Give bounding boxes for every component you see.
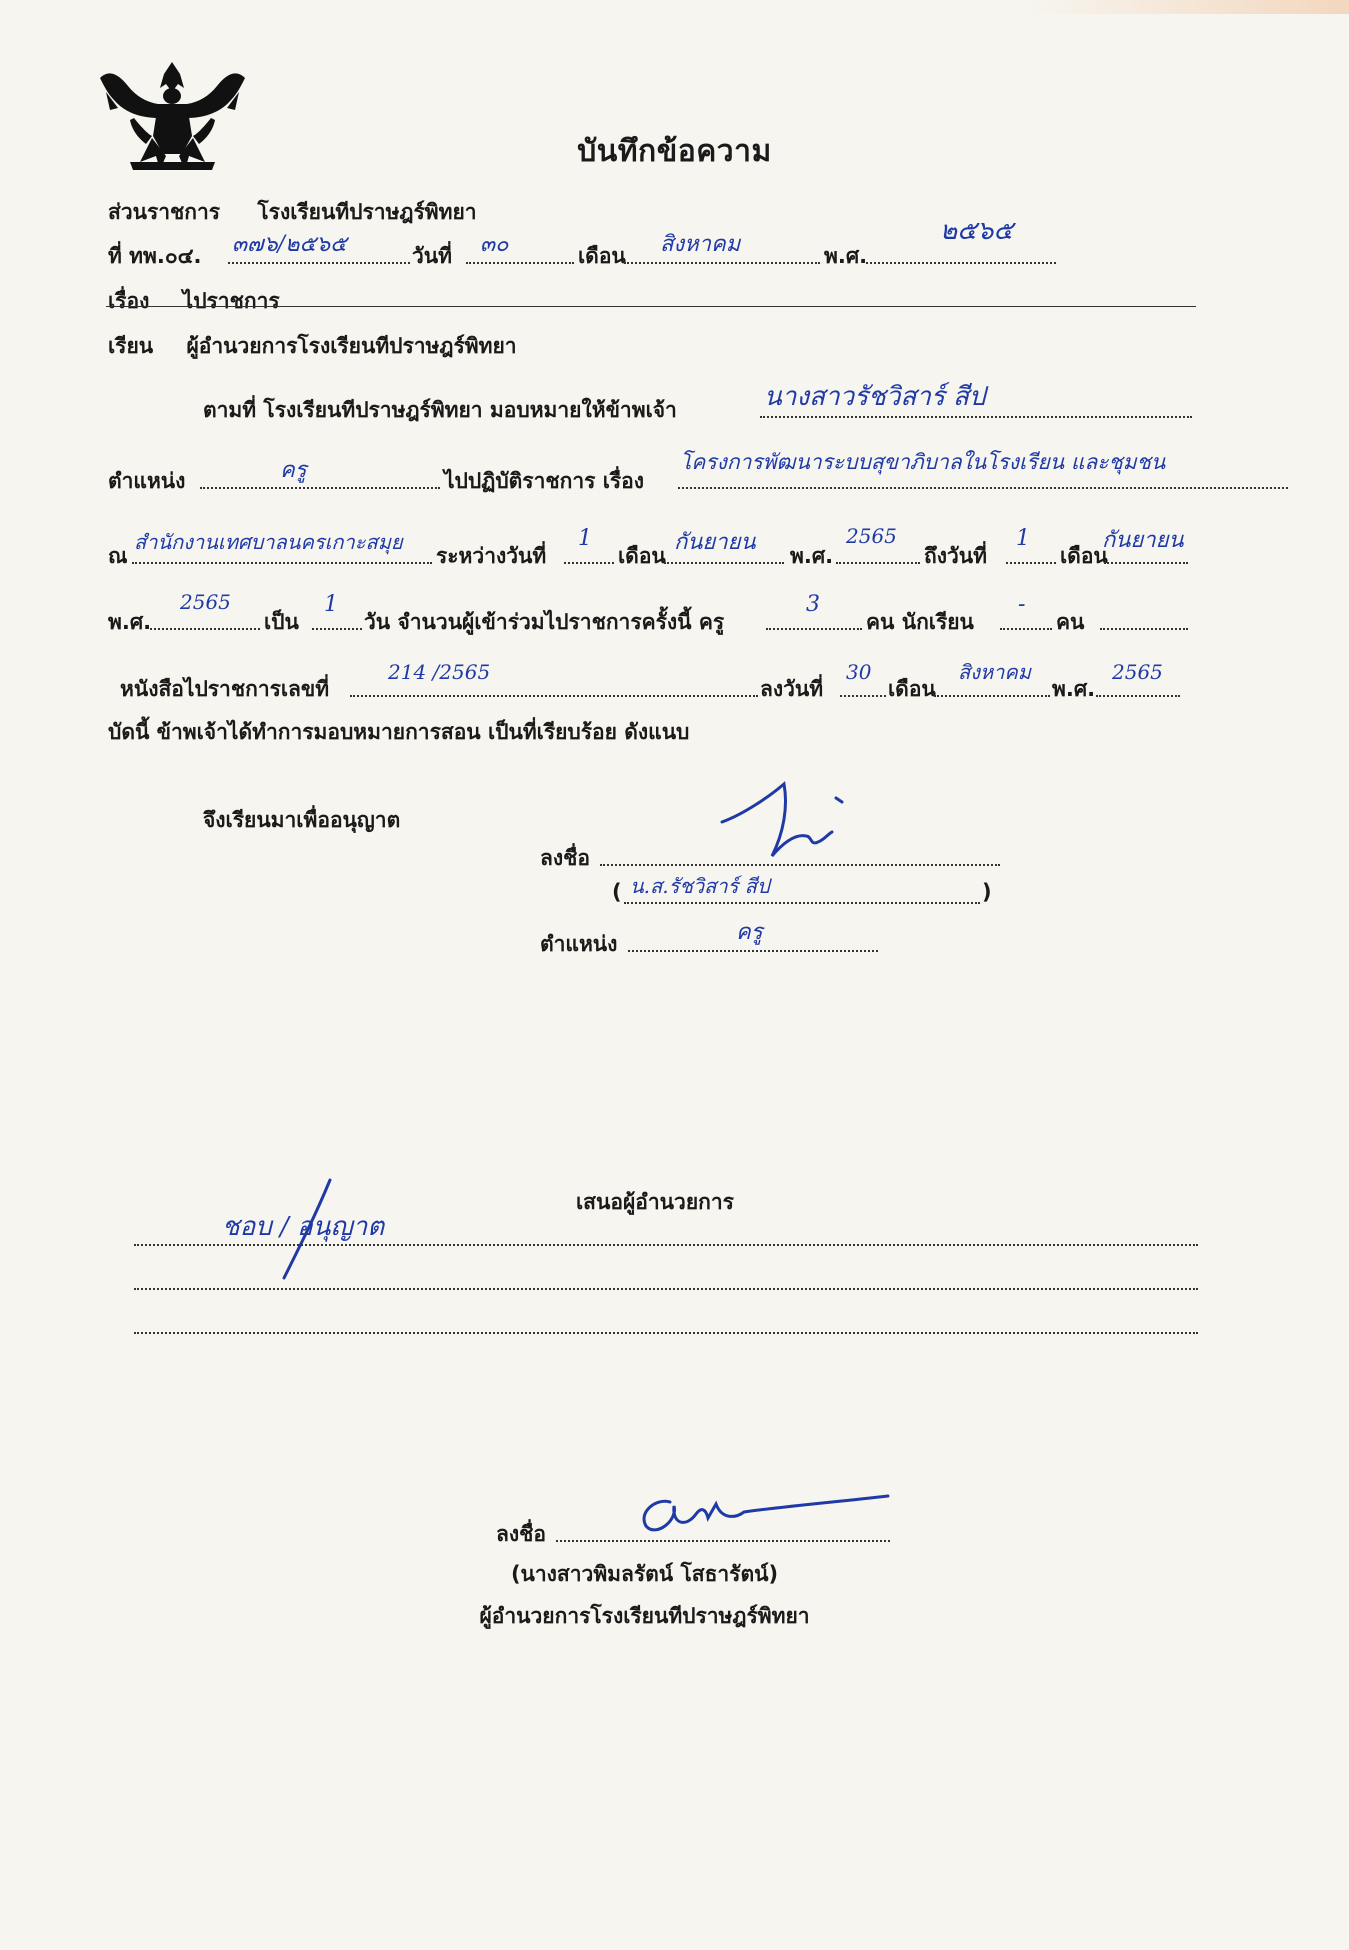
sign1-position-dots xyxy=(628,950,878,952)
to-label: เรียน xyxy=(108,334,154,358)
review-slash-stroke xyxy=(276,1174,336,1284)
position-label: ตำแหน่ง xyxy=(108,469,186,493)
agency-value: โรงเรียนทีปราษฎร์พิทยา xyxy=(257,200,477,224)
from-year-label: พ.ศ. xyxy=(790,544,834,568)
from-day-dots xyxy=(564,562,614,564)
sign2-label: ลงชื่อ xyxy=(496,1522,546,1546)
ref-label: ที่ ทพ.๐๔. xyxy=(108,244,202,268)
month-label: เดือน xyxy=(578,244,626,268)
to-row xyxy=(108,330,517,363)
year-value-handwriting: ๒๕๖๕ xyxy=(940,216,1013,246)
review-note-handwriting: ชอบ / อนุญาต xyxy=(222,1212,385,1242)
year-label: พ.ศ. xyxy=(824,244,868,268)
letter-year-dots xyxy=(1096,695,1180,697)
duration-label: เป็น xyxy=(264,610,299,634)
date-value-handwriting: ๓๐ xyxy=(480,232,509,257)
duration-handwriting: 1 xyxy=(324,592,338,617)
ref-value-handwriting: ๓๗๖/๒๕๖๕ xyxy=(232,232,347,257)
from-month-handwriting: กันยายน xyxy=(674,530,756,555)
month-value-handwriting: สิงหาคม xyxy=(660,232,741,257)
assign-prefix: ตามที่ โรงเรียนทีปราษฎร์พิทยา มอบหมายให้ข้าพเจ้า xyxy=(203,398,677,422)
to-month-handwriting: กันยายน xyxy=(1102,528,1184,553)
header-rule xyxy=(106,306,1196,307)
signature2-stroke xyxy=(626,1484,896,1544)
students-unit: คน xyxy=(1056,610,1085,634)
students-dots xyxy=(1000,628,1052,630)
letter-month-dots xyxy=(934,695,1050,697)
sign2-dots xyxy=(556,1540,890,1542)
teachers-handwriting: 3 xyxy=(806,592,820,617)
teachers-unit: คน นักเรียน xyxy=(866,610,974,634)
at-label: ณ xyxy=(108,544,128,568)
to-year-dots xyxy=(150,628,260,630)
duration-unit: วัน จำนวนผู้เข้าร่วมไปราชการครั้งนี้ ครู xyxy=(364,610,725,634)
from-year-dots xyxy=(836,562,920,564)
students-tail-dots xyxy=(1100,628,1188,630)
duty-label: ไปปฏิบัติราชการ เรื่อง xyxy=(444,469,645,493)
paper-stain xyxy=(1029,0,1349,14)
subject-row xyxy=(108,285,280,318)
letter-day-dots xyxy=(840,695,886,697)
duty-handwriting: โครงการพัฒนาระบบสุขาภิบาลในโรงเรียน และชุมชน xyxy=(680,450,1166,474)
letter-date-label: ลงวันที่ xyxy=(760,677,824,701)
to-month-dots xyxy=(1104,562,1188,564)
date-label: วันที่ xyxy=(412,244,452,268)
closing-text: จึงเรียนมาเพื่ออนุญาต xyxy=(203,808,401,832)
to-day-handwriting: 1 xyxy=(1016,526,1030,551)
at-handwriting: สำนักงานเทศบาลนครเกาะสมุย xyxy=(134,530,403,554)
students-handwriting: - xyxy=(1018,592,1026,617)
between-label: ระหว่างวันที่ xyxy=(436,544,547,568)
ref-dots xyxy=(228,262,410,264)
letter-month-handwriting: สิงหาคม xyxy=(958,660,1031,684)
sign1-dots xyxy=(600,864,1000,866)
year-dots xyxy=(866,262,1056,264)
review-line-1 xyxy=(134,1244,1198,1246)
from-month-label: เดือน xyxy=(618,544,666,568)
sign1-name-handwriting: น.ส.รัชวิสาร์ สีป xyxy=(630,874,770,898)
to-year-handwriting: 2565 xyxy=(180,590,231,614)
sign1-label: ลงชื่อ xyxy=(540,846,590,870)
to-value: ผู้อำนวยการโรงเรียนทีปราษฎร์พิทยา xyxy=(186,334,517,358)
at-dots xyxy=(132,562,432,564)
letter-label: หนังสือไปราชการเลขที่ xyxy=(120,677,330,701)
signature1-stroke xyxy=(714,776,854,866)
month-dots xyxy=(624,262,820,264)
sign2-name: (นางสาวพิมลรัตน์ โสธารัตน์) xyxy=(510,1562,779,1586)
review-line-3 xyxy=(134,1332,1198,1334)
position-dots xyxy=(200,487,440,489)
position-handwriting: ครู xyxy=(280,458,307,483)
letter-year-label: พ.ศ. xyxy=(1052,677,1096,701)
letter-no-handwriting: 214 /2565 xyxy=(388,660,491,684)
review-heading: เสนอผู้อำนวยการ xyxy=(576,1190,734,1214)
sign1-name-close: ) xyxy=(982,880,992,904)
to-day-dots xyxy=(1006,562,1056,564)
document-title: บันทึกข้อความ xyxy=(577,134,772,169)
from-day-handwriting: 1 xyxy=(578,526,592,551)
assignee-handwriting: นางสาวรัชวิสาร์ สีป xyxy=(764,382,986,412)
date-dots xyxy=(466,262,574,264)
from-month-dots xyxy=(664,562,784,564)
to-day-label: ถึงวันที่ xyxy=(924,544,987,568)
letter-year-handwriting: 2565 xyxy=(1112,660,1163,684)
letter-month-label: เดือน xyxy=(888,677,936,701)
handover-text: บัดนี้ ข้าพเจ้าได้ทำการมอบหมายการสอน เป็นที่เรียบร้อย ดังแนบ xyxy=(108,720,690,744)
teachers-dots xyxy=(766,628,862,630)
letter-day-handwriting: 30 xyxy=(846,660,872,684)
sign1-position-handwriting: ครู xyxy=(736,920,763,945)
sign2-position: ผู้อำนวยการโรงเรียนทีปราษฎร์พิทยา xyxy=(479,1604,810,1628)
duty-dots xyxy=(678,487,1288,489)
agency-row xyxy=(108,196,477,229)
agency-label: ส่วนราชการ xyxy=(108,200,221,224)
sign1-position-label: ตำแหน่ง xyxy=(540,932,618,956)
sign1-name-dots xyxy=(624,902,980,904)
subject-value: ไปราชการ xyxy=(182,289,280,313)
sign1-name-open: ( xyxy=(612,880,622,904)
to-month-label: เดือน xyxy=(1060,544,1108,568)
subject-label: เรื่อง xyxy=(108,289,150,313)
from-year-handwriting: 2565 xyxy=(846,524,897,548)
duration-dots xyxy=(312,628,362,630)
to-year-label: พ.ศ. xyxy=(108,610,152,634)
letter-no-dots xyxy=(350,695,758,697)
review-line-2 xyxy=(134,1288,1198,1290)
